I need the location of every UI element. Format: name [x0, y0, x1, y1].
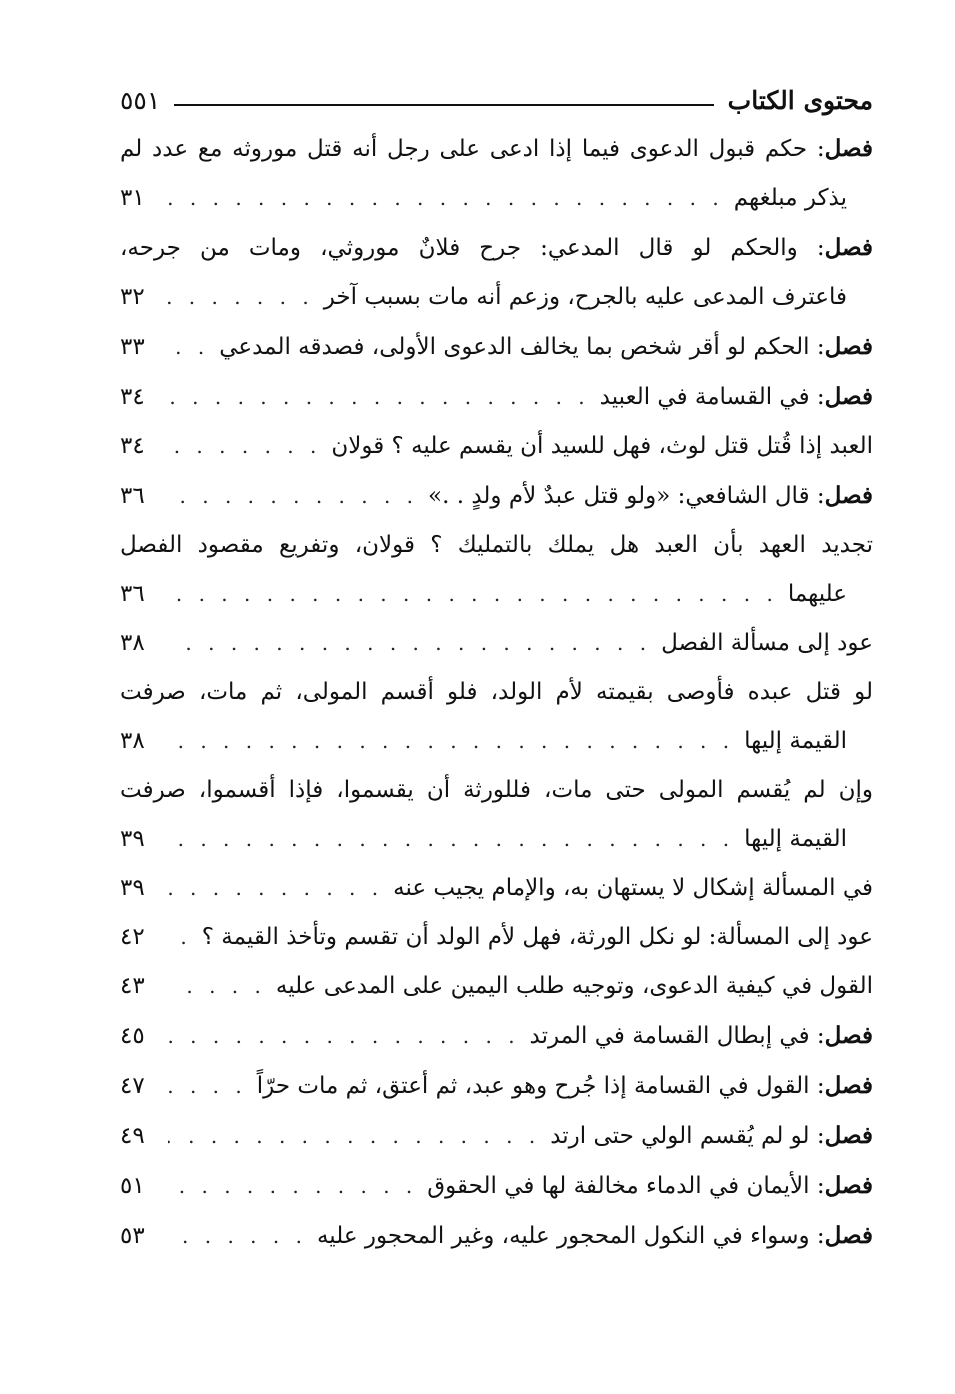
toc-entry-line — [120, 471, 873, 521]
toc-entry-line — [120, 1161, 873, 1211]
toc-entry — [120, 1111, 873, 1161]
dot-leader — [168, 323, 209, 372]
dot-leader — [168, 717, 734, 766]
section-label: فصل : — [810, 1022, 873, 1049]
toc-entry-text: في المسألة إشكال لا يستهان به، والإمام يجيب عنه — [393, 875, 873, 901]
toc-entry — [120, 619, 873, 668]
toc-entry-title — [393, 864, 873, 913]
toc-entry-text: فاعترف المدعى عليه بالجرح، وزعم أنه مات بسبب آخر — [323, 284, 847, 310]
toc-entry-title — [317, 1211, 873, 1261]
page-number: ٥٣ — [120, 1223, 145, 1249]
dot-leader — [168, 1162, 417, 1211]
toc-entry — [120, 864, 873, 913]
toc-entry-line — [120, 570, 873, 619]
toc-entry-title — [661, 619, 873, 668]
toc-entry-line — [120, 174, 873, 223]
section-label: فصل : — [807, 135, 873, 162]
dot-leader — [168, 472, 418, 521]
toc-entry-line — [120, 273, 873, 322]
dot-leader — [168, 1212, 307, 1261]
header-title: محتوى الكتاب — [727, 85, 873, 115]
page-number: ٤٧ — [120, 1073, 145, 1099]
toc-entry-title — [324, 273, 847, 322]
dot-leader — [168, 1112, 540, 1161]
dot-leader — [168, 1062, 247, 1111]
toc-entry-text: القول في كيفية الدعوى، وتوجيه طلب اليمين على المدعى عليه — [275, 973, 873, 999]
toc-entry — [120, 913, 873, 962]
toc-entry — [120, 962, 873, 1011]
toc-entry-text: في القسامة في العبيد — [599, 384, 810, 410]
toc-entry-line — [120, 322, 873, 372]
toc-entry-text: الحكم لو أقر شخص بما يخالف الدعوى الأولى، فصدقه المدعي — [219, 334, 810, 360]
section-label: فصل : — [810, 1122, 873, 1149]
toc-entry-title — [331, 422, 873, 471]
page-number: ٣٦ — [120, 483, 145, 509]
toc-entry-line — [120, 1211, 873, 1261]
page-number: ٣٤ — [120, 433, 145, 459]
table-of-contents — [120, 124, 873, 1261]
dot-leader — [168, 570, 778, 619]
toc-entry-text: يذكر مبلغهم — [733, 185, 847, 211]
page-number: ٤٩ — [120, 1123, 145, 1149]
toc-entry-first-line — [120, 521, 873, 570]
toc-entry-line — [120, 1111, 873, 1161]
toc-entry-title — [734, 174, 847, 223]
dot-leader — [168, 619, 651, 668]
toc-entry-text: حكم قبول الدعوى فيما إذا ادعى على رجل أنه قتل موروثه مع عدد لم — [120, 136, 808, 162]
toc-entry-text: عليهما — [787, 581, 847, 607]
toc-entry — [120, 1061, 873, 1111]
page-number: ٣٩ — [120, 826, 145, 852]
dot-leader — [168, 864, 383, 913]
toc-entry — [120, 521, 873, 619]
toc-entry-title — [744, 717, 847, 766]
toc-entry-text: عود إلى المسألة: لو نكل الورثة، فهل لأم الولد أن تقسم وتأخذ القيمة ؟ — [201, 924, 873, 950]
toc-entry-text: القيمة إليها — [744, 728, 847, 754]
section-label: فصل : — [798, 234, 873, 261]
toc-entry-first-line — [120, 223, 873, 273]
toc-entry-text: عود إلى مسألة الفصل — [661, 630, 873, 656]
toc-entry-title — [428, 471, 873, 521]
toc-entry-text: الأيمان في الدماء مخالفة لها في الحقوق — [427, 1173, 810, 1199]
section-label: فصل : — [810, 482, 873, 509]
toc-entry-line — [120, 913, 873, 962]
page-number: ٣٩ — [120, 875, 145, 901]
running-header — [120, 82, 873, 118]
toc-entry-line — [120, 717, 873, 766]
toc-entry-title — [550, 1111, 873, 1161]
page-number: ٤٥ — [120, 1023, 145, 1049]
page-number: ٥١ — [120, 1173, 145, 1199]
page-number: ٤٢ — [120, 924, 145, 950]
toc-entry-text: قال الشافعي: «ولو قتل عبدٌ لأم ولدٍ . .» — [428, 483, 810, 509]
dot-leader — [168, 962, 266, 1011]
toc-entry — [120, 471, 873, 521]
page-number: ٣٣ — [120, 334, 145, 360]
toc-entry — [120, 322, 873, 372]
toc-entry-text: في إبطال القسامة في المرتد — [529, 1023, 810, 1049]
page-number: ٣٢ — [120, 284, 145, 310]
dot-leader — [168, 174, 724, 223]
toc-entry — [120, 1211, 873, 1261]
page-number: ٣٤ — [120, 384, 145, 410]
toc-entry-line — [120, 864, 873, 913]
toc-entry-line — [120, 1011, 873, 1061]
toc-entry-title — [600, 372, 873, 422]
toc-entry-line — [120, 372, 873, 422]
toc-entry-title — [276, 962, 873, 1011]
toc-entry-title — [257, 1061, 873, 1111]
toc-entry-text: القول في القسامة إذا جُرح وهو عبد، ثم أعتق، ثم مات حرّاً — [256, 1073, 810, 1099]
dot-leader — [168, 422, 321, 471]
toc-entry — [120, 372, 873, 422]
dot-leader — [168, 1012, 520, 1061]
toc-entry-first-line — [120, 668, 873, 717]
section-label: فصل : — [810, 1222, 873, 1249]
dot-leader — [168, 273, 314, 322]
section-label: فصل : — [810, 383, 873, 410]
toc-entry — [120, 766, 873, 864]
dot-leader — [168, 373, 590, 422]
toc-entry-first-line — [120, 124, 873, 174]
toc-entry — [120, 124, 873, 223]
toc-entry-text: وسواء في النكول المحجور عليه، وغير المحجور عليه — [316, 1223, 810, 1249]
toc-entry-line — [120, 815, 873, 864]
toc-entry-text: العبد إذا قُتل قتل لوث، فهل للسيد أن يقسم عليه ؟ قولان — [331, 433, 873, 459]
toc-entry-text: لو قتل عبده فأوصى بقيمته لأم الولد، فلو أقسم المولى، ثم مات، صرفت — [120, 679, 873, 705]
dot-leader — [168, 815, 734, 864]
toc-entry — [120, 1161, 873, 1211]
header-page-number: ٥٥١ — [120, 85, 161, 115]
toc-entry-line — [120, 619, 873, 668]
page-number: ٣٦ — [120, 581, 145, 607]
toc-entry — [120, 422, 873, 471]
toc-entry-text: لو لم يُقسم الولي حتى ارتد — [550, 1123, 810, 1149]
dot-leader — [168, 913, 192, 962]
toc-entry-line — [120, 1061, 873, 1111]
toc-entry-title — [219, 322, 873, 372]
toc-entry — [120, 1011, 873, 1061]
toc-entry-title — [744, 815, 847, 864]
toc-entry-text: تجديد العهد بأن العبد هل يملك بالتمليك ؟ قولان، وتفريع مقصود الفصل — [120, 532, 873, 558]
toc-entry-first-line — [120, 766, 873, 815]
toc-entry-title — [788, 570, 847, 619]
toc-entry — [120, 668, 873, 766]
toc-entry-line — [120, 422, 873, 471]
page-number: ٣١ — [120, 185, 145, 211]
toc-entry-title — [202, 913, 873, 962]
page-number: ٣٨ — [120, 728, 145, 754]
page-number: ٣٨ — [120, 630, 145, 656]
page-number: ٤٣ — [120, 973, 145, 999]
toc-entry-title — [530, 1011, 873, 1061]
toc-entry-text: والحكم لو قال المدعي: جرح فلانٌ موروثي، ومات من جرحه، — [120, 235, 798, 261]
toc-entry-line — [120, 962, 873, 1011]
section-label: فصل : — [810, 1072, 873, 1099]
toc-entry-text: وإن لم يُقسم المولى حتى مات، فللورثة أن يقسموا، فإذا أقسموا، صرفت — [120, 777, 873, 803]
toc-entry — [120, 223, 873, 322]
toc-entry-text: القيمة إليها — [744, 826, 847, 852]
toc-entry-title — [427, 1161, 873, 1211]
section-label: فصل : — [810, 1172, 873, 1199]
section-label: فصل : — [810, 333, 873, 360]
header-rule — [174, 104, 713, 106]
